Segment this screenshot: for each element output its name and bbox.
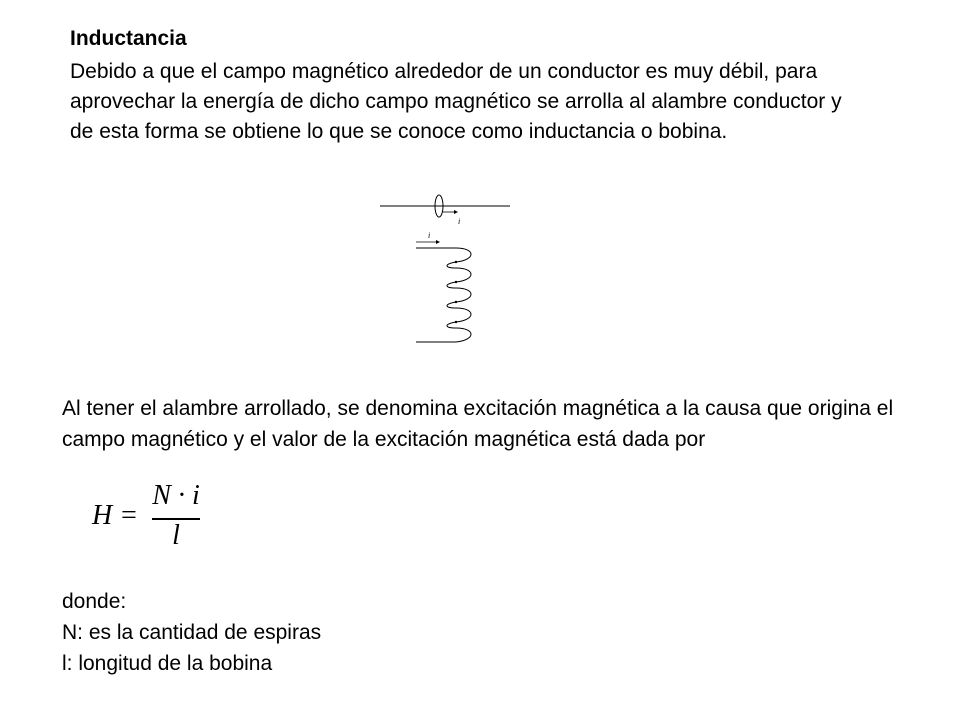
formula-lhs: H = — [92, 500, 139, 531]
flux-dot — [455, 321, 457, 323]
flux-dot — [455, 261, 457, 263]
excitation-formula — [92, 478, 222, 558]
coil-diagram — [372, 192, 514, 350]
flux-dot — [455, 301, 457, 303]
definition-item: l: longitud de la bobina — [62, 652, 273, 675]
excitation-paragraph: Al tener el alambre arrollado, se denomina excitación magnética a la causa que origina el campo magnético y el valor de la excitación magnética está dada por — [62, 397, 894, 451]
definitions-intro: donde: — [62, 590, 127, 613]
coil-current-arrowhead — [436, 240, 440, 244]
current-label-coil: i — [428, 231, 431, 240]
page-title: Inductancia — [70, 27, 187, 50]
intro-paragraph: Debido a que el campo magnético alrededor de un conductor es muy débil, para aprovechar la energía de dicho campo magnético se arrolla al alambre conductor y de esta forma se obtiene lo que se conoce como inductancia o bobina. — [70, 60, 842, 143]
current-arrowhead-top — [454, 210, 458, 214]
flux-dot — [455, 281, 457, 283]
definitions-list — [62, 586, 321, 679]
coil-winding — [447, 248, 471, 342]
formula-denominator: l — [172, 520, 180, 551]
current-label-top: i — [458, 217, 461, 226]
definition-item: N: es la cantidad de espiras — [62, 621, 322, 644]
formula-numerator: N · i — [152, 480, 200, 511]
